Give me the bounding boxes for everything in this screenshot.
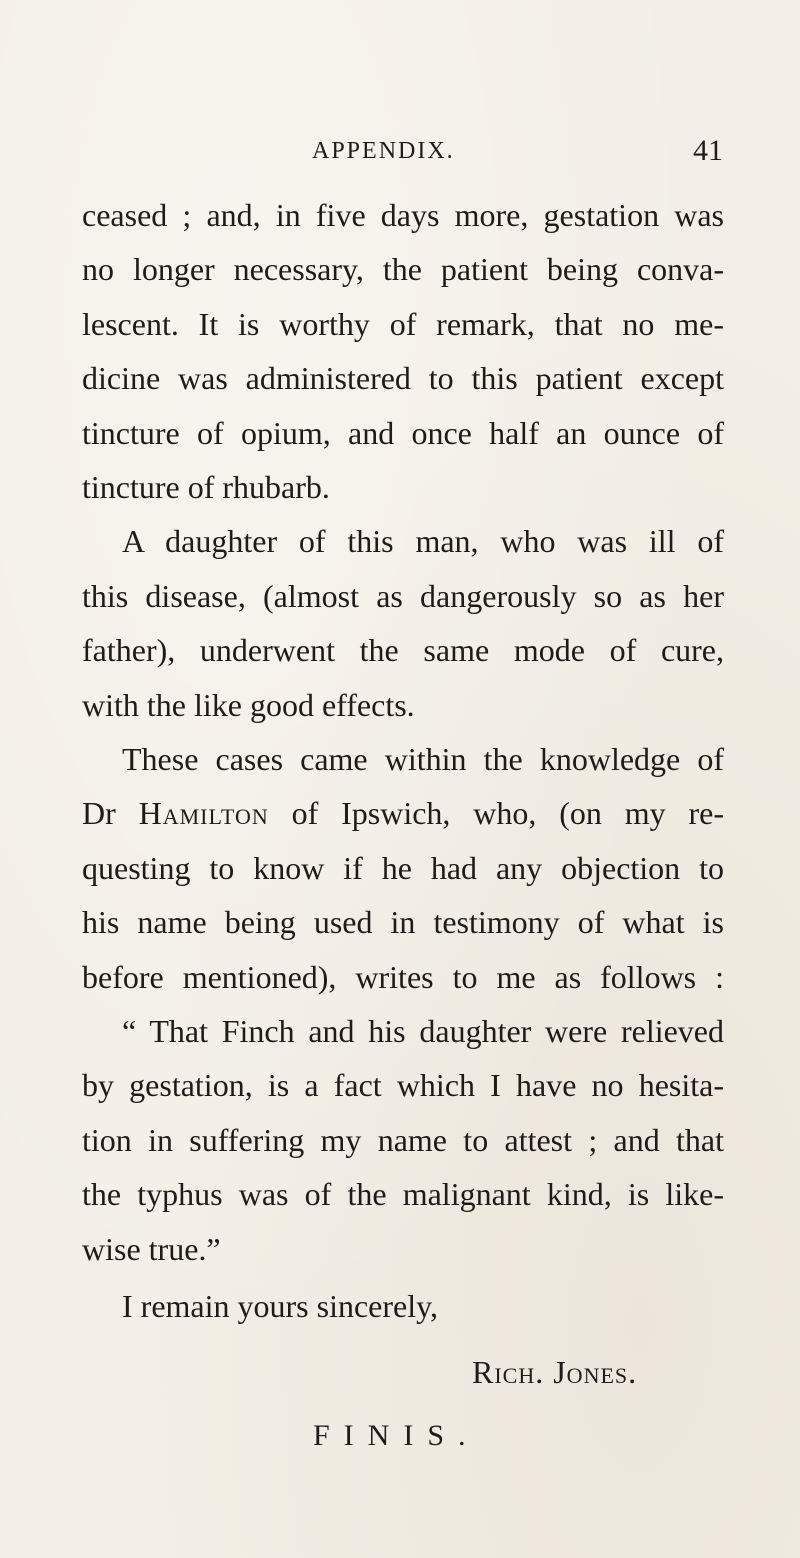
text-line: before mentioned), writes to me as follows :	[82, 959, 724, 995]
signature: Rich. Jones.	[472, 1354, 638, 1390]
text-line	[82, 793, 724, 833]
text-line: A daughter of this man, who was ill of	[122, 523, 724, 559]
text-line: with the like good effects.	[82, 687, 415, 723]
text-fragment: of Ipswich, who, (on my re-	[291, 795, 725, 831]
text-line: by gestation, is a fact which I have no hesita-	[82, 1067, 724, 1103]
finis: FINIS.	[313, 1419, 480, 1452]
text-line: his name being used in testimony of what is	[82, 904, 724, 940]
text-line: the typhus was of the malignant kind, is like-	[82, 1176, 724, 1212]
text-line: father), underwent the same mode of cure,	[82, 632, 724, 668]
closing-line: I remain yours sincerely,	[122, 1288, 439, 1324]
text-line: no longer necessary, the patient being conva-	[82, 251, 724, 287]
text-line: dicine was administered to this patient except	[82, 360, 724, 396]
text-line: ceased ; and, in five days more, gestation was	[82, 197, 724, 233]
text-line: tion in suffering my name to attest ; and that	[82, 1122, 724, 1158]
text-line: wise true.”	[82, 1231, 221, 1267]
text-line: lescent. It is worthy of remark, that no me-	[82, 306, 724, 342]
text-fragment: Dr	[82, 795, 116, 831]
text-line: These cases came within the knowledge of	[122, 741, 724, 777]
text-line: tincture of opium, and once half an ounce of	[82, 415, 724, 451]
text-line: this disease, (almost as dangerously so as her	[82, 578, 724, 614]
person-name: Hamilton	[138, 795, 269, 831]
text-line: “ That Finch and his daughter were relieved	[122, 1013, 724, 1049]
page-number: 41	[693, 134, 723, 167]
running-head: APPENDIX.	[312, 138, 455, 164]
text-line: questing to know if he had any objection to	[82, 850, 724, 886]
text-line: tincture of rhubarb.	[82, 469, 330, 505]
